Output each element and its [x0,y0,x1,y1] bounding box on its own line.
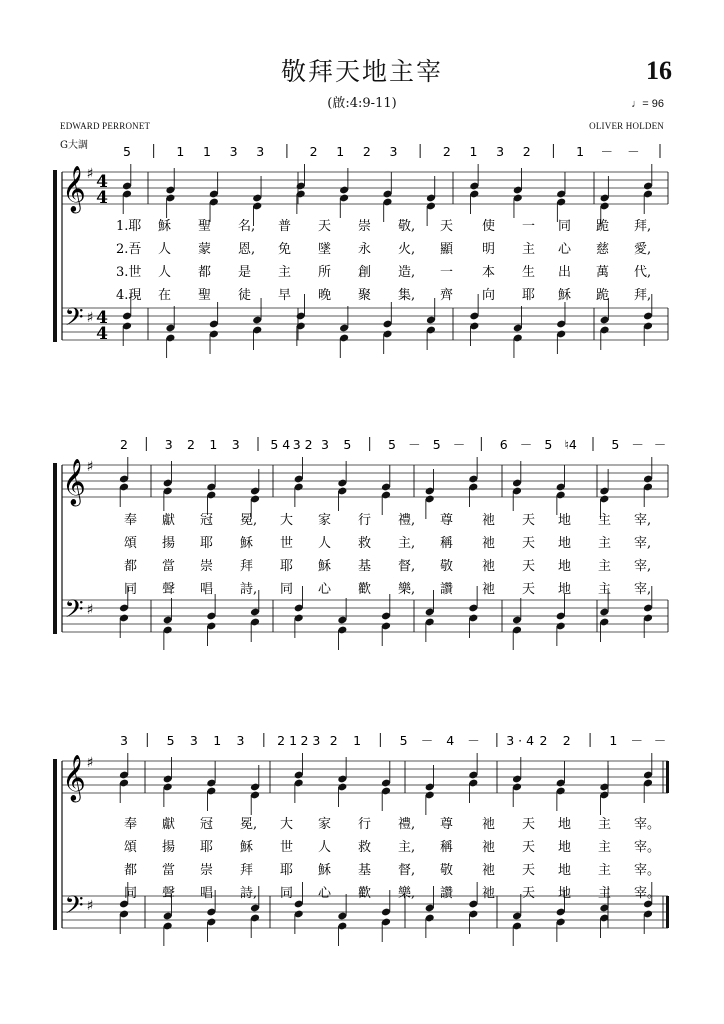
lyric-syllable: 使 [482,219,496,234]
lyric-syllable: 天 [522,863,536,878]
lyric-syllable: 本 [482,265,496,280]
jianpu-note: 3 2 [292,437,313,452]
lyric-syllable: 詩, [240,886,258,901]
jianpu-note: 2 [362,144,371,159]
lyric-syllable: 穌 [558,288,572,303]
composer-credit: OLIVER HOLDEN [589,121,664,131]
lyric-syllable: 愛, [634,242,652,257]
lyric-syllable: 敬 [440,559,454,574]
lyric-syllable: 地 [558,886,572,901]
lyric-syllable: 行 [358,513,372,528]
system-bracket [53,463,57,634]
lyric-syllable: 萬 [596,265,610,280]
jianpu-note: 5 [343,437,352,452]
lyric-syllable: 地 [558,840,572,855]
lyric-syllable: 稱 [440,536,454,551]
lyric-syllable: 大 [280,817,294,832]
lyric-syllable: 一 [440,265,454,280]
jianpu-note: 1 [353,733,362,748]
lyric-syllable: 當 [162,863,176,878]
lyric-syllable: 天 [522,536,536,551]
jianpu-note: 4 [446,733,455,748]
lyric-syllable: 3.世 [116,265,142,280]
lyric-syllable: 祂 [482,536,496,551]
lyric-syllable: 宰, [634,559,652,574]
jianpu-note: 2 [539,733,548,748]
lyric-syllable: 主 [278,265,292,280]
jianpu-note: 2 3 [300,733,321,748]
lyric-syllable: 當 [162,559,176,574]
lyric-syllable: 家 [318,513,332,528]
lyric-syllable: 跪 [596,219,610,234]
lyric-syllable: 督, [398,559,416,574]
lyric-syllable: 主 [598,886,612,901]
lyric-syllable: 地 [558,582,572,597]
jianpu-note: 3 [231,437,240,452]
jianpu-note: 1 [336,144,345,159]
lyric-syllable: 冕, [240,513,258,528]
jianpu-note: 1 [202,144,211,159]
jianpu-note: 5 [432,437,441,452]
jianpu-note: － [420,733,434,748]
lyric-syllable: 祂 [482,513,496,528]
lyric-syllable: 耶 [200,536,214,551]
bass-clef-icon: 𝄢 [64,595,84,630]
jianpu-note: 2 1 [277,733,298,748]
lyric-syllable: 都 [198,265,212,280]
lyric-syllable: 人 [318,840,332,855]
jianpu-note: 1 [609,733,618,748]
jianpu-note: － [519,437,533,452]
lyric-syllable: 創 [358,265,372,280]
lyric-syllable: 唱 [200,886,214,901]
lyric-syllable: 免 [278,242,292,257]
lyric-syllable: 1.耶 [116,219,142,234]
lyric-syllable: 心 [558,242,572,257]
jianpu-note: 3 [189,733,198,748]
lyric-syllable: 詩, [240,582,258,597]
key-sharp-treble-icon: ♯ [86,166,94,182]
lyric-syllable: 大 [280,513,294,528]
lyric-syllable: 4.現 [116,288,142,303]
jianpu-note: 1 [176,144,185,159]
hymn-number: 16 [646,56,672,85]
lyric-syllable: 宰。 [634,840,661,855]
lyric-syllable: 地 [558,817,572,832]
lyric-syllable: 祂 [482,886,496,901]
jianpu-note: 3 [236,733,245,748]
lyric-syllable: 晚 [318,288,332,303]
lyric-syllable: 冠 [200,817,214,832]
jianpu-note: 2 [309,144,318,159]
lyric-syllable: 拜 [240,863,254,878]
lyric-syllable: 心 [318,582,332,597]
jianpu-note: － [452,437,466,452]
lyric-syllable: 地 [558,513,572,528]
time-signature-bottom: 4 [96,324,108,344]
lyric-syllable: 獻 [162,817,176,832]
jianpu-note: 5 [611,437,620,452]
hymn-title: 敬拜天地主宰 [280,57,443,86]
lyric-syllable: 奉 [124,817,138,832]
jianpu-note: 5 [399,733,408,748]
lyric-syllable: 耶 [280,863,294,878]
jianpu-note: 3 [321,437,329,452]
lyric-syllable: 同 [280,582,294,597]
lyric-syllable: 禮, [398,513,416,528]
jianpu-note: 6 [499,437,508,452]
lyric-syllable: 永 [358,242,372,257]
lyric-syllable: 同 [124,582,138,597]
jianpu-note: ♮4 [564,437,577,452]
lyric-syllable: 主 [598,582,612,597]
lyric-syllable: 耶 [280,559,294,574]
lyric-syllable: 祂 [482,840,496,855]
lyric-syllable: 祂 [482,863,496,878]
lyric-syllable: 宰。 [634,886,661,901]
lyric-syllable: 主 [598,863,612,878]
jianpu-note: 1 [469,144,478,159]
jianpu-note: － [630,733,643,748]
jianpu-note: 2 [442,144,451,159]
lyric-syllable: 樂, [398,886,416,901]
lyric-syllable: 基 [358,559,372,574]
lyric-syllable: 主 [598,817,612,832]
jianpu-note: － [408,437,421,452]
lyric-syllable: 代, [634,265,652,280]
lyric-syllable: 崇 [200,559,214,574]
lyric-syllable: 聖 [198,288,212,303]
treble-clef-icon: 𝄞 [62,166,86,212]
time-signature-top: 4 [96,172,108,192]
jianpu-note: 3 [389,144,398,159]
jianpu-note: 1 [213,733,222,748]
jianpu-note: 3 [256,144,265,159]
lyric-syllable: 頌 [124,536,138,551]
lyric-syllable: 歡 [358,582,372,597]
time-signature-top: 4 [96,308,108,328]
lyric-syllable: 地 [558,559,572,574]
lyric-syllable: 普 [278,219,292,234]
jianpu-note: 3 [229,144,238,159]
lyric-syllable: 祂 [482,582,496,597]
lyric-syllable: 天 [318,219,332,234]
lyric-syllable: 聖 [198,219,212,234]
lyric-syllable: 崇 [358,219,372,234]
treble-clef-icon: 𝄞 [62,459,86,505]
lyric-syllable: 造, [398,265,416,280]
jianpu-note: 2 [522,144,531,159]
lyric-syllable: 主 [598,513,612,528]
lyric-syllable: 家 [318,817,332,832]
lyric-syllable: 跪 [596,288,610,303]
lyric-syllable: 宰。 [634,817,661,832]
lyric-syllable: 拜, [634,219,652,234]
lyric-syllable: 主 [598,559,612,574]
jianpu-note: 3 [496,144,505,159]
lyric-syllable: 世 [280,840,294,855]
lyric-syllable: 徒 [238,288,252,303]
lyric-syllable: 天 [522,817,536,832]
lyric-syllable: 穌 [240,840,254,855]
scripture-reference: (啟:4:9-11) [327,96,397,111]
lyric-syllable: 敬 [440,863,454,878]
lyric-syllable: 主, [398,536,416,551]
lyric-syllable: 禮, [398,817,416,832]
lyric-syllable: 聚 [358,288,372,303]
lyric-syllable: 冠 [200,513,214,528]
lyric-syllable: 祂 [482,817,496,832]
key-sharp-treble-icon: ♯ [86,459,94,475]
lyric-syllable: 主 [522,242,536,257]
jianpu-note: 5 [123,144,131,159]
lyric-syllable: 宰, [634,582,652,597]
lyric-syllable: 救 [358,536,372,551]
final-barline-thick [666,896,669,928]
lyric-syllable: 揚 [162,536,176,551]
lyric-syllable: 主 [598,536,612,551]
lyric-syllable: 恩, [238,242,256,257]
lyric-syllable: 慈 [596,242,610,257]
jianpu-note: 5 4 [270,437,291,452]
system-bracket [53,170,57,342]
lyric-syllable: 稱 [440,840,454,855]
jianpu-note: － [631,437,644,452]
lyric-syllable: 都 [124,559,138,574]
lyric-syllable: 主 [598,840,612,855]
lyric-syllable: 尊 [440,513,454,528]
lyric-syllable: 穌 [240,536,254,551]
lyric-syllable: 火, [398,242,416,257]
lyric-syllable: 讚 [440,582,454,597]
key-sharp-bass-icon: ♯ [86,898,94,914]
system-bracket [53,759,57,930]
lyric-syllable: 讚 [440,886,454,901]
lyric-syllable: 名, [238,219,256,234]
lyric-syllable: 耶 [200,840,214,855]
key-sharp-bass-icon: ♯ [86,310,94,326]
key-sharp-bass-icon: ♯ [86,602,94,618]
lyric-syllable: 齊 [440,288,454,303]
final-barline-thick [666,761,669,793]
lyric-syllable: 人 [158,265,172,280]
lyric-syllable: 同 [124,886,138,901]
lyric-syllable: 宰, [634,536,652,551]
jianpu-note: 1 [576,144,585,159]
lyric-syllable: 奉 [124,513,138,528]
lyric-syllable: 拜, [634,288,652,303]
key-signature-label: G大調 [60,140,88,151]
lyric-syllable: 墜 [318,242,332,257]
jianpu-note: 1 [209,437,218,452]
lyric-syllable: 天 [522,582,536,597]
jianpu-note: 5 [166,733,175,748]
lyric-syllable: 敬, [398,219,416,234]
lyric-syllable: 在 [158,288,172,303]
lyric-syllable: 穌 [318,559,332,574]
lyric-syllable: 聲 [162,886,176,901]
lyric-syllable: 天 [522,513,536,528]
lyric-syllable: 人 [318,536,332,551]
lyric-syllable: 顯 [440,242,454,257]
bass-clef-icon: 𝄢 [64,891,84,926]
lyric-syllable: 世 [280,536,294,551]
jianpu-note: 3 · 4 [506,733,535,748]
lyric-syllable: 行 [358,817,372,832]
lyric-syllable: 歡 [358,886,372,901]
jianpu-note: 2 [120,437,128,452]
lyric-syllable: 心 [318,886,332,901]
lyric-syllable: 蒙 [198,242,212,257]
lyric-syllable: 督, [398,863,416,878]
lyric-syllable: 揚 [162,840,176,855]
jianpu-note: － [600,144,613,159]
jianpu-note: － [653,437,667,452]
jianpu-note: 3 [120,733,128,748]
lyric-syllable: 所 [318,265,332,280]
lyric-syllable: 頌 [124,840,138,855]
lyric-syllable: 聲 [162,582,176,597]
lyric-syllable: 地 [558,536,572,551]
time-signature-bottom: 4 [96,188,108,208]
lyric-syllable: 都 [124,863,138,878]
lyric-syllable: 同 [280,886,294,901]
lyricist-credit: EDWARD PERRONET [60,121,151,131]
lyric-syllable: 集, [398,288,416,303]
jianpu-note: － [653,733,667,748]
lyric-syllable: 是 [238,265,252,280]
lyric-syllable: 耶 [522,288,536,303]
lyric-syllable: 早 [278,288,292,303]
lyric-syllable: 天 [522,840,536,855]
jianpu-note: 5 [544,437,553,452]
lyric-syllable: 出 [558,265,572,280]
bass-clef-icon: 𝄢 [64,303,84,338]
lyric-syllable: 獻 [162,513,176,528]
lyric-syllable: 生 [522,265,536,280]
lyric-syllable: 祂 [482,559,496,574]
lyric-syllable: 明 [482,242,496,257]
jianpu-note: 5 [388,437,396,452]
lyric-syllable: 天 [522,886,536,901]
lyric-syllable: 基 [358,863,372,878]
lyric-syllable: 2.吾 [116,242,142,257]
lyric-syllable: 一 [522,219,536,234]
jianpu-note: － [627,144,640,159]
lyric-syllable: 樂, [398,582,416,597]
lyric-syllable: 救 [358,840,372,855]
lyric-syllable: 主, [398,840,416,855]
jianpu-note: 2 [562,733,571,748]
lyric-syllable: 穌 [158,219,172,234]
lyric-syllable: 向 [482,288,496,303]
lyric-syllable: 尊 [440,817,454,832]
treble-clef-icon: 𝄞 [62,755,86,801]
jianpu-note: 2 [329,733,338,748]
lyric-syllable: 宰。 [634,863,661,878]
jianpu-note: 2 [187,437,195,452]
lyric-syllable: 天 [440,219,454,234]
key-sharp-treble-icon: ♯ [86,755,94,771]
lyric-syllable: 崇 [200,863,214,878]
lyric-syllable: 天 [522,559,536,574]
lyric-syllable: 穌 [318,863,332,878]
tempo-marking: ♩= 96 [631,98,664,110]
lyric-syllable: 宰, [634,513,652,528]
lyric-syllable: 地 [558,863,572,878]
lyric-syllable: 拜 [240,559,254,574]
jianpu-note: － [467,733,480,748]
lyric-syllable: 冕, [240,817,258,832]
jianpu-note: 3 [164,437,173,452]
lyric-syllable: 唱 [200,582,214,597]
lyric-syllable: 同 [558,219,572,234]
lyric-syllable: 人 [158,242,172,257]
